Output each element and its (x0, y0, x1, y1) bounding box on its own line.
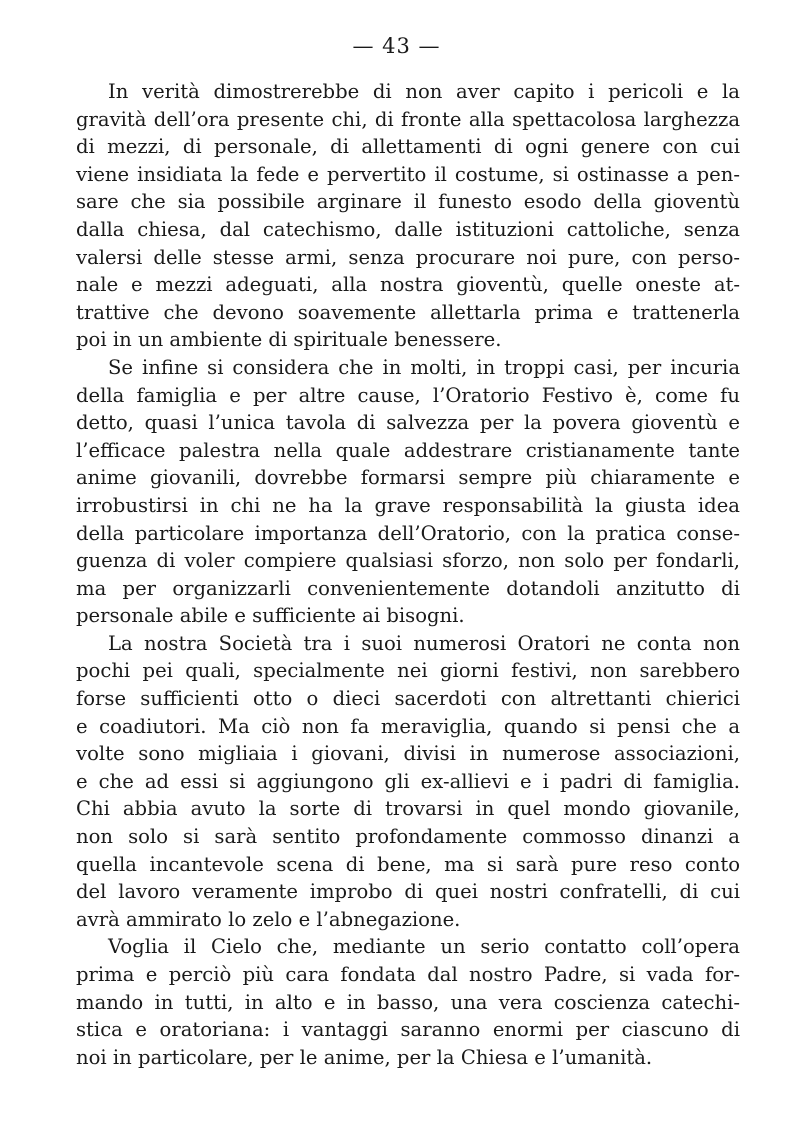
text-line: personale abile e sufficiente ai bisogni. (76, 604, 465, 628)
text-line: Voglia il Cielo che, mediante un serio contatto coll’opera (108, 935, 740, 959)
text-line: Se infine si considera che in molti, in troppi casi, per incuria (108, 355, 740, 379)
text-line: Chi abbia avuto la sorte di trovarsi in quel mondo giovanile, (76, 797, 740, 821)
text-line: sare che sia possibile arginare il funesto esodo della gioventù (76, 190, 740, 214)
text-line: l’efficace palestra nella quale addestrare cristianamente tante (76, 438, 740, 462)
text-line: quella incantevole scena di bene, ma si sarà pure reso conto (76, 852, 740, 876)
text-line: nale e mezzi adeguati, alla nostra gioventù, quelle oneste at- (76, 273, 740, 297)
text-line: anime giovanili, dovrebbe formarsi sempre più chiaramente e (76, 466, 740, 490)
text-line: trattive che devono soavemente allettarla prima e trattenerla (76, 300, 740, 324)
text-line: noi in particolare, per le anime, per la Chiesa e l’umanità. (76, 1045, 653, 1069)
paragraph-1 (76, 78, 740, 354)
page-number: — 43 — (352, 34, 441, 58)
text-line: guenza di voler compiere qualsiasi sforzo, non solo per fondarli, (76, 549, 740, 573)
text-line: non solo si sarà sentito profondamente commosso dinanzi a (76, 825, 740, 849)
paragraph-3 (76, 630, 740, 934)
text-line: mando in tutti, in alto e in basso, una vera coscienza catechi- (76, 990, 740, 1014)
text-line: del lavoro veramente improbo di quei nostri confratelli, di cui (76, 880, 740, 904)
paragraph-2 (76, 354, 740, 630)
text-line: poi in un ambiente di spirituale benessere. (76, 328, 502, 352)
text-line: forse sufficienti otto o dieci sacerdoti con altrettanti chierici (76, 687, 740, 711)
text-line: In verità dimostrerebbe di non aver capito i pericoli e la (108, 80, 740, 103)
text-line: ma per organizzarli convenientemente dotandoli anzitutto di (76, 576, 740, 600)
text-line: di mezzi, di personale, di allettamenti di ogni genere con cui (76, 135, 740, 159)
paragraph-4 (76, 933, 740, 1071)
text-line: prima e perciò più cara fondata dal nostro Padre, si vada for- (76, 963, 740, 986)
text-line: pochi pei quali, specialmente nei giorni festivi, non sarebbero (76, 659, 740, 683)
text-line: dalla chiesa, dal catechismo, dalle istituzioni cattoliche, senza (76, 217, 740, 241)
text-line: della particolare importanza dell’Oratorio, con la pratica conse- (76, 521, 740, 545)
text-line: stica e oratoriana: i vantaggi saranno enormi per ciascuno di (76, 1018, 740, 1042)
text-line: irrobustirsi in chi ne ha la grave responsabilità la giusta idea (76, 493, 740, 517)
text-line: volte sono migliaia i giovani, divisi in numerose associazioni, (76, 742, 740, 766)
text-line: detto, quasi l’unica tavola di salvezza per la povera gioventù e (76, 411, 740, 435)
body-text (76, 78, 740, 1071)
text-line: e coadiutori. Ma ciò non fa meraviglia, quando si pensi che a (76, 714, 740, 738)
text-line: viene insidiata la fede e pervertito il costume, si ostinasse a pen- (76, 162, 740, 186)
text-line: della famiglia e per altre cause, l’Oratorio Festivo è, come fu (76, 383, 740, 407)
text-line: gravità dell’ora presente chi, di fronte alla spettacolosa larghezza (76, 107, 740, 131)
text-line: La nostra Società tra i suoi numerosi Oratori ne conta non (108, 631, 740, 655)
text-line: valersi delle stesse armi, senza procurare noi pure, con perso- (76, 245, 740, 269)
text-line: avrà ammirato lo zelo e l’abnegazione. (76, 907, 461, 931)
text-line: e che ad essi si aggiungono gli ex-allievi e i padri di famiglia. (76, 769, 740, 793)
